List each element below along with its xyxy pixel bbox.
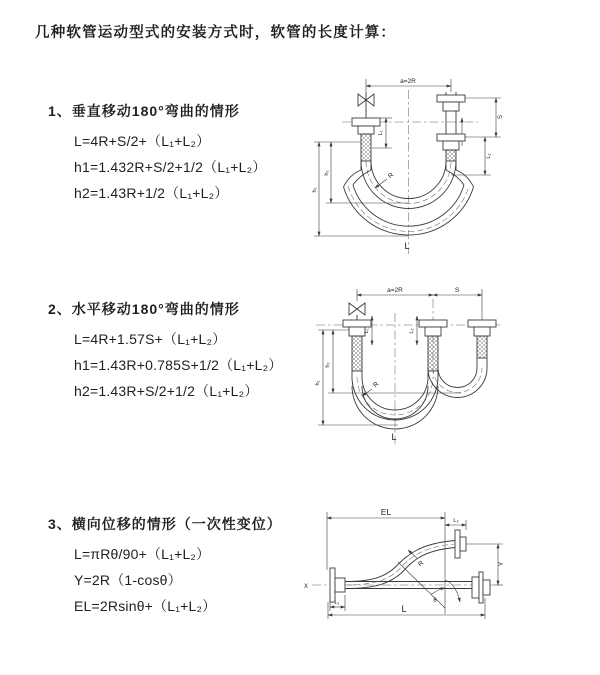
right-flange: [479, 572, 483, 603]
dim-label-l1: L₁: [378, 130, 384, 136]
dimension-lines: [318, 289, 482, 425]
diagram-lateral-displacement: [298, 498, 600, 648]
dimension-lines: [314, 79, 501, 236]
formula-list: [74, 128, 266, 206]
dim-label-h2: h₂: [324, 170, 330, 176]
section-vertical-movement: [48, 101, 266, 206]
dim-label-l2: L₂: [453, 518, 459, 524]
dim-label-h2: h₂: [325, 362, 331, 368]
angle-label: θ: [433, 598, 437, 604]
formula-length: L=4R+1.57S+（L₁+L₂）: [74, 331, 227, 347]
dim-label-a2r: a=2R: [387, 287, 403, 294]
dim-label-l1: L₁: [364, 328, 370, 334]
length-label: L: [404, 241, 410, 251]
braided-hose-section: [361, 134, 371, 161]
section-horizontal-movement: [48, 299, 282, 404]
section-heading: 1、垂直移动180°弯曲的情形: [48, 103, 240, 119]
pipe-fittings: [343, 303, 496, 377]
formula-list: [74, 541, 282, 619]
section-lateral-displacement: [48, 514, 282, 619]
length-label: L: [401, 604, 407, 614]
formula-h1: h1=1.432R+S/2+1/2（L₁+L₂）: [74, 159, 267, 175]
dim-label-l1: L₁: [334, 600, 340, 606]
formula-length: L=4R+S/2+（L₁+L₂）: [74, 133, 211, 149]
page-title: 几种软管运动型式的安装方式时，软管的长度计算：: [35, 25, 397, 41]
radius-label: R: [386, 171, 396, 181]
formula-list: [74, 326, 282, 404]
dimension-labels: [312, 78, 504, 251]
braided-hose-section: [428, 336, 438, 371]
braided-hose-section: [352, 336, 362, 371]
hose-s-curve: [345, 541, 472, 589]
diagram-horizontal-180-bend: [306, 283, 598, 473]
upper-flange: [455, 530, 460, 558]
braided-hose-section: [477, 336, 487, 358]
formula-h1: h1=1.43R+0.785S+1/2（L₁+L₂）: [74, 357, 283, 373]
section-heading: 2、水平移动180°弯曲的情形: [48, 301, 240, 317]
braided-hose-section: [446, 150, 456, 161]
hose-u-curves: [352, 368, 487, 429]
dim-label-l2: L₂: [409, 328, 415, 334]
dim-label-l2: L₂: [486, 153, 492, 159]
pipe-fittings: [330, 530, 490, 603]
formula-y: Y=2R（1-cosθ）: [74, 572, 182, 588]
length-label: L: [391, 432, 397, 442]
dim-label-h1: h₁: [312, 187, 318, 193]
diagram-vertical-180-bend: [312, 70, 590, 266]
dim-label-s: S: [498, 114, 504, 120]
dim-label-s: S: [454, 287, 460, 294]
formula-el: EL=2Rsinθ+（L₁+L₂）: [74, 598, 217, 614]
section-heading: 3、横向位移的情形（一次性变位）: [48, 516, 282, 532]
left-flange: [330, 568, 335, 602]
radius-label: R: [371, 380, 381, 390]
axis-label: X: [303, 584, 309, 590]
dim-label-a2r: a=2R: [400, 78, 416, 85]
formula-h2: h2=1.43R+S/2+1/2（L₁+L₂）: [74, 383, 259, 399]
dimension-lines: [327, 512, 503, 619]
dim-label-el: EL: [380, 507, 392, 517]
radius-label: R: [416, 559, 426, 569]
formula-h2: h2=1.43R+1/2（L₁+L₂）: [74, 185, 229, 201]
valve-icon: [349, 303, 365, 315]
dim-label-h1: h₁: [315, 380, 321, 386]
dim-label-y: Y: [498, 561, 505, 567]
formula-length: L=πRθ/90+（L₁+L₂）: [74, 546, 211, 562]
